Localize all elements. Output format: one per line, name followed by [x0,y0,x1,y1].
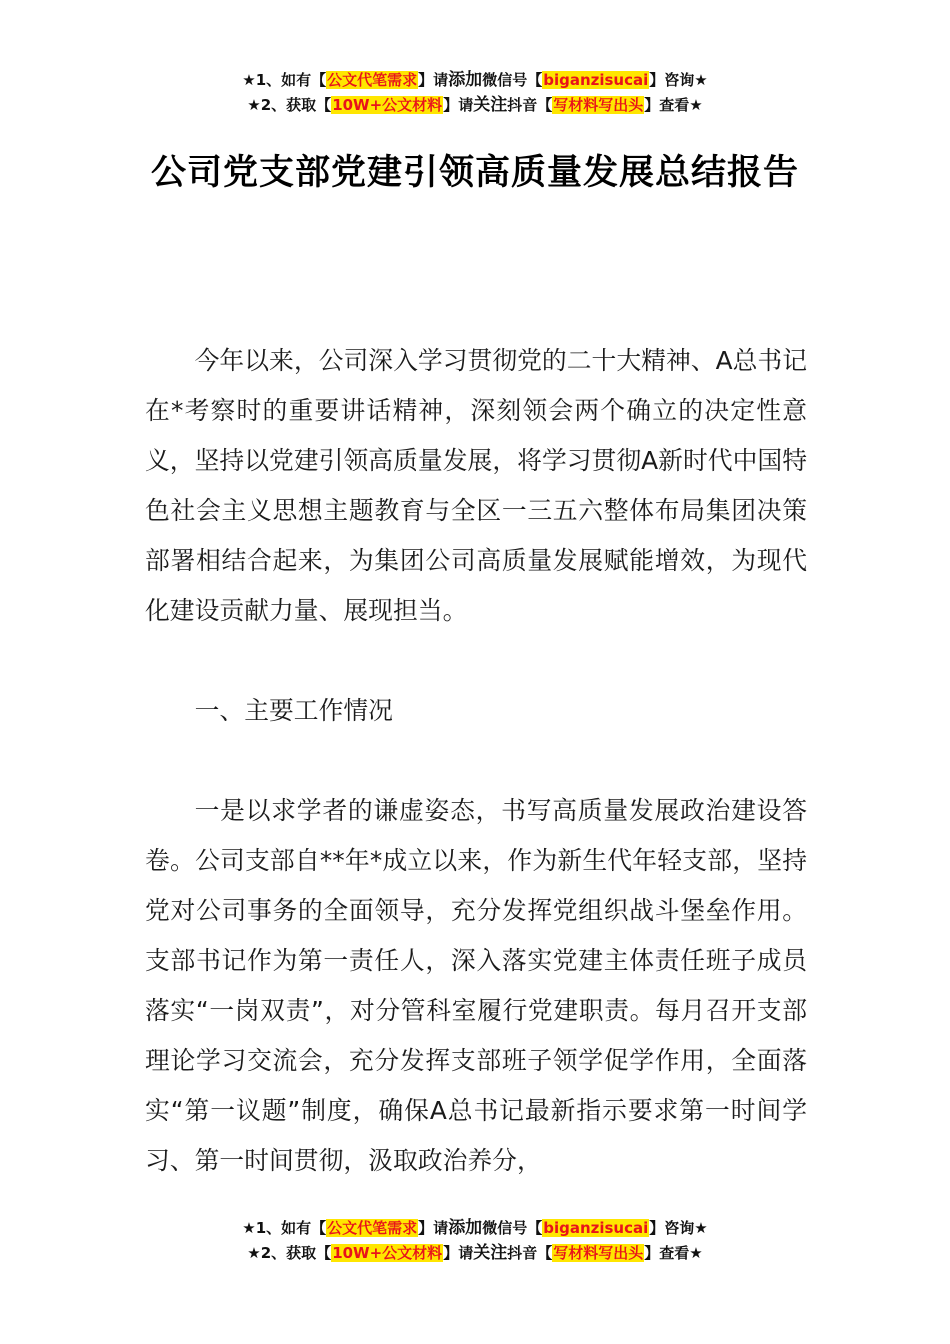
promo-highlight: 10W+公文材料 [332,96,443,114]
promo-douyin-id: 写材料写出头 [553,96,644,114]
promo-wechat-id: biganzisucai [543,71,649,89]
promo-highlight: 10W+公文材料 [332,1244,443,1262]
intro-paragraph [145,336,807,636]
intro-text: 今年以来，公司深入学习贯彻党的二十大精神、A总书记在*考察时的重要讲话精神，深刻领会两个确立的决定性意义，坚持以党建引领高质量发展，将学习贯彻A新时代中国特色社会主义思想主题教育与全区一三五六整体布局集团决策部署相结合起来，为集团公司高质量发展赋能增效，为现代化建设贡献力量、展现担当。 [145,346,807,625]
document-title: 公司党支部党建引领高质量发展总结报告 [150,153,799,193]
promo-line-2: ★2、获取【10W+公文材料】请关注抖音【写材料写出头】查看★ [247,95,703,115]
promo-highlight: 公文代笔需求 [327,1219,418,1237]
promo-douyin-id: 写材料写出头 [553,1244,644,1262]
section-paragraph-text: 一是以求学者的谦虚姿态，书写高质量发展政治建设答卷。公司支部自**年*成立以来，作为新生代年轻支部，坚持党对公司事务的全面领导，充分发挥党组织战斗堡垒作用。支部书记作为第一责任人，深入落实党建主体责任班子成员落实“一岗双责”，对分管科室履行党建职责。每月召开支部理论学习交流会，充分发挥支部班子领学促学作用，全面落实“第一议题”制度，确保A总书记最新指示要求第一时间学习、第一时间贯彻，汲取政治养分， [145,796,807,1175]
top-promo-banner [0,68,950,118]
promo-line-1: ★1、如有【公文代笔需求】请添加微信号【biganzisucai】咨询★ [242,1218,708,1238]
promo-wechat-id: biganzisucai [543,1219,649,1237]
bottom-promo-banner [0,1216,950,1266]
section-heading-text: 一、主要工作情况 [194,696,393,725]
promo-line-2: ★2、获取【10W+公文材料】请关注抖音【写材料写出头】查看★ [247,1243,703,1263]
section-paragraph [145,786,807,1186]
section-heading [145,686,807,736]
promo-highlight: 公文代笔需求 [327,71,418,89]
promo-line-1: ★1、如有【公文代笔需求】请添加微信号【biganzisucai】咨询★ [242,70,708,90]
